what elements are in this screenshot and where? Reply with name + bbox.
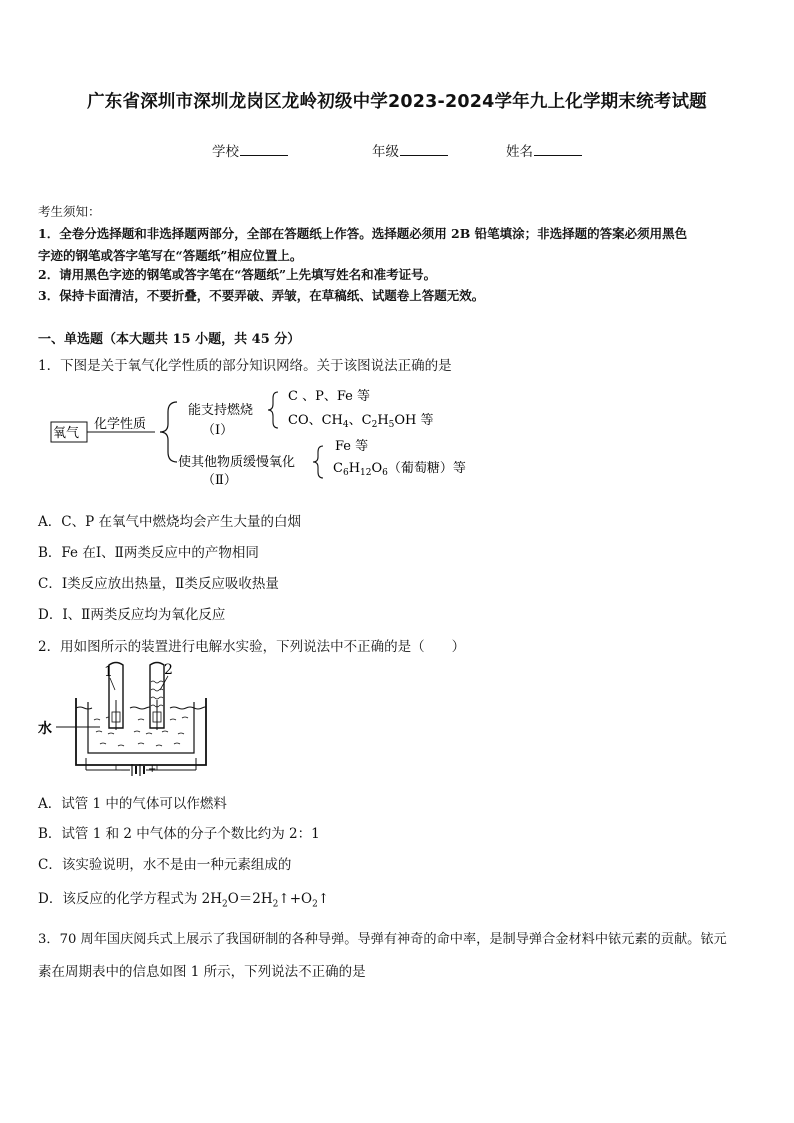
school-field[interactable]	[212, 140, 288, 160]
q2-option-b[interactable]: B．试管 1 和 2 中气体的分子个数比约为 2：1	[38, 826, 320, 842]
tube-1-label: 1	[104, 664, 113, 680]
q1-option-d[interactable]: D．Ⅰ、Ⅱ两类反应均为氧化反应	[38, 607, 226, 623]
tube-2-label: 2	[164, 662, 173, 678]
notice-line-2: 2．请用黑色字迹的钢笔或答字笔在“答题纸”上先填写姓名和准考证号。	[38, 267, 437, 282]
brace-2	[313, 446, 323, 478]
notice-line-1b: 字迹的钢笔或答字笔写在“答题纸”相应位置上。	[38, 248, 303, 263]
big-brace	[160, 402, 177, 462]
grade-field[interactable]	[372, 140, 448, 160]
page-title: 广东省深圳市深圳龙岗区龙岭初级中学2023-2024学年九上化学期末统考试题	[87, 92, 707, 112]
q1-oxygen-network-diagram	[40, 380, 500, 490]
branch2-item-b: $C_6H_{12}O_6$（葡萄糖）等	[333, 461, 466, 478]
q1-option-b[interactable]: B．Fe 在Ⅰ、Ⅱ两类反应中的产物相同	[38, 545, 259, 561]
grade-label: 年级	[372, 144, 399, 160]
branch1-number: （Ⅰ）	[202, 423, 234, 438]
name-blank[interactable]	[534, 143, 582, 156]
q1-option-a[interactable]: A．C、P 在氧气中燃烧均会产生大量的白烟	[38, 514, 301, 530]
brace-1	[268, 392, 278, 428]
q2-electrolysis-diagram	[38, 660, 218, 780]
oxygen-label: 氧气	[53, 426, 80, 441]
q3-stem-line-2: 素在周期表中的信息如图 1 所示，下列说法不正确的是	[38, 964, 366, 980]
q2-option-c[interactable]: C．该实验说明，水不是由一种元素组成的	[38, 857, 292, 873]
branch1-item-b: CO、$CH_4$、$C_2H_5OH$ 等	[288, 413, 434, 430]
branch2-number: （Ⅱ）	[202, 473, 237, 488]
name-label: 姓名	[506, 144, 533, 160]
notice-line-3: 3．保持卡面清洁，不要折叠，不要弄破、弄皱，在草稿纸、试题卷上答题无效。	[38, 288, 485, 303]
school-blank[interactable]	[240, 143, 288, 156]
q1-option-c[interactable]: C．Ⅰ类反应放出热量，Ⅱ类反应吸收热量	[38, 576, 279, 592]
branch1-label: 能支持燃烧	[188, 403, 254, 418]
branch2-item-a: Fe 等	[335, 439, 369, 454]
q3-stem-line-1: 3．70 周年国庆阅兵式上展示了我国研制的各种导弹。导弹有神奇的命中率，是制导弹合金材料中铱元素的贡献。铱元	[38, 932, 727, 947]
water-label: 水	[38, 721, 52, 737]
branch2-label: 使其他物质缓慢氧化	[178, 455, 296, 470]
q2-stem: 2．用如图所示的装置进行电解水实验，下列说法中不正确的是（ ）	[38, 639, 466, 655]
battery-plus-label: +	[148, 764, 157, 775]
school-label: 学校	[212, 144, 239, 160]
battery-minus-label: －	[120, 766, 130, 777]
chem-prop-label: 化学性质	[94, 417, 147, 432]
q1-stem: 1．下图是关于氧气化学性质的部分知识网络。关于该图说法正确的是	[38, 358, 452, 374]
grade-blank[interactable]	[400, 143, 448, 156]
q2-option-d[interactable]: D．该反应的化学方程式为 $2H_2O=2H_2↑+O_2↑$	[38, 891, 330, 910]
name-field[interactable]	[506, 140, 582, 160]
notice-heading: 考生须知：	[38, 204, 101, 219]
q2-option-a[interactable]: A．试管 1 中的气体可以作燃料	[38, 796, 227, 812]
branch1-item-a: C 、P、Fe 等	[288, 389, 370, 404]
section-heading: 一、单选题（本大题共 15 小题，共 45 分）	[38, 332, 301, 347]
notice-line-1: 1．全卷分选择题和非选择题两部分，全部在答题纸上作答。选择题必须用 2B 铅笔填涂；非选择题的答案必须用黑色	[38, 226, 688, 241]
